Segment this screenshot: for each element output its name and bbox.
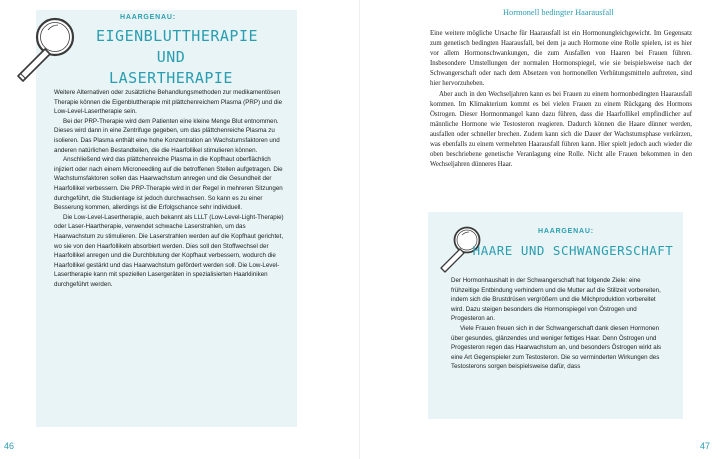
magnifying-glass-icon: [4, 10, 84, 86]
body-paragraph: Eine weitere mögliche Ursache für Haarausfall ist ein Hormonungleichgewicht. Im Gegensatz zum genetisch bedingten Haarausfall, bei dem ja auch Hormone eine Rolle spielen, ist es hier vor allem Hormonschwankungen, die zum Ausfallen von Haaren bei Frauen führen. Insbesondere Umstellungen der normalen Hormonspiegel, wie sie beispielsweise nach der Schwangerschaft oder nach dem Absetzen von hormonellen Verhütungsmitteln auftreten, sind hier hervorzuheben.: [430, 30, 692, 88]
box-body-text: [451, 276, 669, 372]
box-heading: [96, 26, 259, 89]
body-paragraph: Aber auch in den Wechseljahren kann es bei Frauen zu einem hormonbedingten Haarausfall kommen. Im Klimakterium kommt es bei vielen Frauen zu einem Rückgang des Hormons Östrogen. Dieser Hormonmangel kann dazu führen, dass die Haarfollikel empfindlicher auf männliche Hormone wie Testosteron reagieren. Dadurch können die Haare dünner werden, ausfallen oder schneller brechen. Zudem kann sich die Dauer der Wachstumsphase verkürzen, was ebenfalls zu einem vermehrten Haarausfall führen kann. Hier spielt jedoch auch wieder die oben beschriebene genetische Veranlagung eine Rolle. Nicht alle Frauen bekommen in den Wechseljahren dünneres Haar.: [430, 90, 692, 169]
box-body-text: [54, 88, 286, 289]
page-number-left: 46: [4, 441, 15, 451]
page-spine: [359, 0, 360, 459]
page-number-right: 47: [700, 441, 711, 451]
box-tag: HAARGENAU:: [120, 14, 176, 21]
box-heading: HAARE UND SCHWANGERSCHAFT: [472, 243, 674, 258]
box-paragraph: Viele Frauen freuen sich in der Schwangerschaft dank diesen Hormonen über gesundes, glänzendes und weniger fettiges Haar. Denn Östrogen und Progesteron regen das Haarwachstum an, und besonders Östrogen wirkt als eine Art Gegenspieler zum Testosteron. Die so verminderten Wirkungen des Testosterons sorgen beispielsweise dafür, dass: [451, 324, 662, 371]
box-heading-line-2: LASERTHERAPIE: [109, 69, 233, 87]
box-paragraph: Weitere Alternativen oder zusätzliche Behandlungsmethoden zur medikamentösen Therapie können die Eigenbluttherapie mit plättchenreichem Plasma (PRP) und die Low-Level-Lasertherapie sein.: [54, 89, 283, 116]
box-paragraph: Bei der PRP-Therapie wird dem Patienten eine kleine Menge Blut entnommen. Dieses wird dann in eine Zentrifuge gegeben, um das plättchenreiche Plasma zu isolieren. Das Plasma enthält eine hohe Konzentration an Wachstumsfaktoren und anderen natürlichen Bestandteilen, die die Haarfollikel stimulieren können.: [54, 117, 280, 154]
running-head: Hormonell bedingter Haarausfall: [503, 8, 614, 17]
box-heading-line-1: EIGENBLUTTHERAPIE UND: [96, 27, 259, 66]
box-tag: HAARGENAU:: [538, 228, 594, 235]
main-body-text: [430, 29, 692, 170]
box-paragraph: Der Hormonhaushalt in der Schwangerschaft hat folgende Ziele: eine frühzeitige Entbindung verhindern und die Mutter auf die Stillzeit vorbereiten, indem sich die Brustdrüsen vergrößern und die Milchproduktion vorbereitet wird. Dazu steigen besonders die Hormonspiegel von Östrogen und Progesteron an.: [451, 277, 661, 323]
box-paragraph: Die Low-Level-Lasertherapie, auch bekannt als LLLT (Low-Level-Light-Therapie) oder Laser-Haartherapie, verwendet schwache Laserstrahlen, um das Haarwachstum zu stimulieren. Die Laserstrahlen werden auf die Kopfhaut gerichtet, wo sie von den Haarfollikeln absorbiert werden. Dies soll den Stoffwechsel der Haarfollikel anregen und die Durchblutung der Kopfhaut verbessern, wodurch die Haarfollikel gestärkt und das Haarwachstum gefördert werden soll. Die Low-Level-Lasertherapie kann mit speziellen Lasergeräten in spezialisierten Haarkliniken durchgeführt werden.: [54, 213, 284, 288]
box-paragraph: Anschließend wird das plättchenreiche Plasma in die Kopfhaut oberflächlich injiziert oder nach einem Microneedling auf die betroffenen Stellen aufgetragen. Die Wachstumsfaktoren sollen das Haarwachstum anregen und die Gesundheit der Haarfollikel verbessern. Die PRP-Therapie wird in der Regel in mehreren Sitzungen durchgeführt, die Studienlage ist jedoch durchwachsen. So kann es zu einer Besserung kommen, allerdings ist die Erfolgschance sehr individuell.: [54, 156, 283, 212]
